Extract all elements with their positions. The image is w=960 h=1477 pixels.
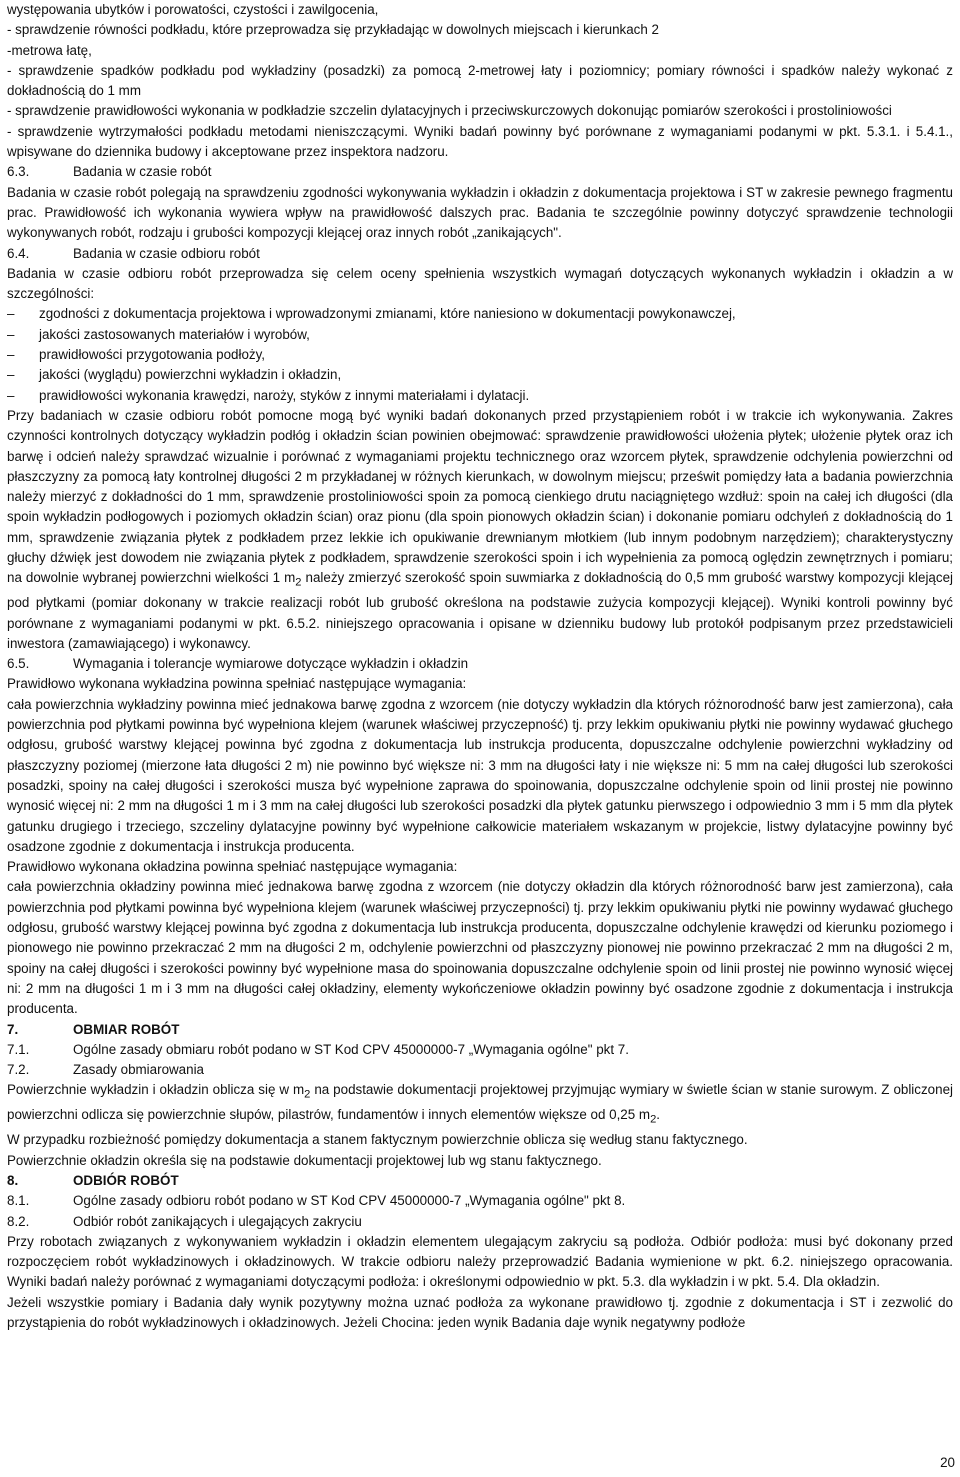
subsection-8-2 — [7, 1212, 953, 1232]
list-item-text: zgodności z dokumentacja projektowa i wprowadzonymi zmianami, które naniesiono w dokumentacji powykonawczej, — [39, 306, 736, 322]
paragraph: Prawidłowo wykonana wykładzina powinna spełniać następujące wymagania: — [7, 676, 467, 692]
paragraph: Badania w czasie robót polegają na sprawdzeniu zgodności wykonywania wykładzin i okładzin z dokumentacja projektowa i ST w zakresie pewnego fragmentu prac. Prawidłowość ich wykonania wywiera wpływ na prawidłowość dalszych prac. Badania te szczególnie powinny dotyczyć sprawdzenie technologii wykonywanych robót, rodzaju i grubości kompozycji klejącej oraz innych robót „zanikających". — [7, 184, 953, 241]
section-heading-6-3 — [7, 162, 953, 182]
section-number: 8.1. — [7, 1193, 30, 1209]
section-heading-6-5 — [7, 654, 953, 674]
section-text: Ogólne zasady odbioru robót podano w ST Kod CPV 45000000-7 „Wymagania ogólne" pkt 8. — [73, 1193, 626, 1209]
section-title: Odbiór robót zanikających i ulegających zakryciu — [73, 1213, 362, 1229]
paragraph-text: . — [656, 1107, 661, 1123]
section-number: 7.2. — [7, 1062, 30, 1078]
subscript: 2 — [304, 1089, 311, 1102]
paragraph-text: należy zmierzyć szerokość spoin suwmiarka z dokładnością do 0,5 mm grubość warstwy kompozycji klejącej pod płytkami (pomiar dokonany w trakcie realizacji robót lub grubość określona na podstawie zużycia kompozycji klejącej). Wyniki kontroli powinny być porównane z wymaganiami podanymi w pkt. 6.5.2. niniejszego opracowania i opisane w dzienniku budowy lub protokół podpisanym przez przedstawicieli inwestora (zamawiającego) i wykonawcy. — [7, 570, 953, 651]
section-title: Wymagania i tolerancje wymiarowe dotyczące wykładzin i okładzin — [73, 656, 469, 672]
list-item-text: prawidłowości wykonania krawędzi, naroży, styków z innymi materiałami i dylatacji. — [39, 387, 530, 403]
list-item — [7, 325, 953, 345]
subsection-7-1 — [7, 1040, 953, 1060]
paragraph: - sprawdzenie prawidłowości wykonania w podkładzie szczelin dylatacyjnych i przeciwskurczowych dokonując pomiarów szerokości i prostoliniowości — [7, 103, 892, 119]
page-number: 20 — [940, 1454, 955, 1470]
paragraph: Jeżeli wszystkie pomiary i Badania dały wynik pozytywny można uznać podłoża za wykonane prawidłowo tj. zgodnie z dokumentacja i ST i zezwolić do przystąpienia do robót wykładzinowych i okładzinowych. Jeżeli Chocina: jeden wynik Badania daje wynik negatywny podłoże — [7, 1294, 953, 1331]
paragraph: cała powierzchnia okładziny powinna mieć jednakowa barwę zgodna z wzorcem (nie dotyczy okładzin dla których różnorodność barw jest zamierzona), cała powierzchnia pod płytkami powinna być wypełniona klejem (warunek właściwej przyczepności) tj. przy lekkim opukiwaniu płytki nie powinny wydawać głuchego odgłosu, grubość warstwy klejącej powinna być zgodna z dokumentacja lub instrukcja producenta, dopuszczalne odchylenie krawędzi od kierunku poziomego i pionowego nie powinno przekraczać 2 mm na długości 2 m, odchylenie powierzchni od płaszczyzny pionowej nie powinno przekraczać 2 mm na długości 2 m, spoiny na całej długości i szerokości powinny być wypełnione masa do spoinowania dopuszczalne odchylenie spoin od linii prostej nie powinno wynosić więcej ni: 2 mm na długości 1 m i 3 mm na długości całej okładziny, elementy wykończeniowe okładzin powinny być osadzone zgodnie z dokumentacja i instrukcja producenta. — [7, 879, 953, 1017]
subsection-7-2 — [7, 1060, 953, 1080]
paragraph: W przypadku rozbieżność pomiędzy dokumentacja a stanem faktycznym powierzchnie oblicza się według stanu faktycznego. — [7, 1132, 748, 1148]
list-item-text: jakości zastosowanych materiałów i wyrobów, — [39, 326, 310, 342]
dash-bullet-icon: – — [7, 306, 15, 322]
section-heading-8 — [7, 1171, 953, 1191]
paragraph: Badania w czasie odbioru robót przeprowadza się celem oceny spełnienia wszystkich wymagań dotyczących wykonanych wykładzin i okładzin a w szczególności: — [7, 265, 953, 302]
dash-bullet-icon: – — [7, 367, 15, 383]
subscript: 2 — [650, 1114, 657, 1127]
section-title: ODBIÓR ROBÓT — [73, 1172, 179, 1188]
document-body — [7, 0, 953, 1333]
section-title: Badania w czasie robót — [73, 164, 212, 180]
subsection-8-1 — [7, 1191, 953, 1211]
text-line: -metrowa łatę, — [7, 42, 92, 58]
section-title: Badania w czasie odbioru robót — [73, 245, 260, 261]
paragraph-text: Powierzchnie wykładzin i okładzin oblicza się w m — [7, 1082, 305, 1098]
list-item — [7, 386, 953, 406]
subscript: 2 — [295, 576, 302, 589]
paragraph-text: Przy badaniach w czasie odbioru robót pomocne mogą być wyniki badań dokonanych przed przystąpieniem robót i w trakcie ich wykonywania. Zakres czynności kontrolnych dotyczący wykładzin podłóg i okładzin ścian powinien obejmować: sprawdzenie prawidłowości ułożenia płytek; ułożenie płytek oraz ich barwę i odcień należy sprawdzać wizualnie i porównać z wymaganiami projektu technicznego oraz wzorcem płytek, sprawdzenie odchylenia powierzchni od płaszczyzny za pomocą łaty kontrolnej długości 2 m przykładanej w różnych kierunkach, w dowolnym miejscu; prześwit pomiędzy łata a badania powierzchnia należy mierzyć z dokładności do 1 mm, sprawdzenie prostoliniowości spoin za pomocą cienkiego drutu naciągniętego wzdłuż: spoin na całej ich długości (dla spoin wykładzin podłogowych i poziomych okładzin ścian) oraz pionu (dla spoin pionowych okładzin ścian) i dokonanie pomiaru odchyleń z dokładnością do 1 mm, sprawdzenie związania płytek z podkładem przez lekkie ich opukiwanie drewnianym młotkiem (lub innym podobnym narzędziem); charakterystyczny głuchy dźwięk jest dowodem nie związania płytek z podkładem, sprawdzenie szerokości spoin i ich wypełnienia za pomocą oględzin zewnętrznych i pomiaru; na dowolnie wybranej powierzchni wielkości 1 m — [7, 407, 953, 586]
section-number: 6.5. — [7, 656, 30, 672]
paragraph: Przy robotach związanych z wykonywaniem wykładzin i okładzin elementem ulegającym zakryciu są podłoża. Odbiór podłoża: musi być dokonany przed rozpoczęciem robót wykładzinowych i okładzinowych. W trakcie odbioru należy przeprowadzić Badania wymienione w pkt. 6.2. niniejszego opracowania. Wyniki badań należy porównać z wymaganiami dotyczącymi podłoża: i określonymi odpowiednio w pkt. 5.3. dla wykładzin i w pkt. 5.4. Dla okładzin. — [7, 1233, 953, 1290]
dash-bullet-icon: – — [7, 387, 15, 403]
list-item — [7, 365, 953, 385]
text-line: występowania ubytków i porowatości, czystości i zawilgocenia, — [7, 2, 379, 17]
paragraph: - sprawdzenie wytrzymałości podkładu metodami nieniszczącymi. Wyniki badań powinny być porównane z wymaganiami podanymi w pkt. 5.3.1. i 5.4.1., wpisywane do dziennika budowy i akceptowane przez inspektora nadzoru. — [7, 123, 953, 160]
section-number: 6.3. — [7, 164, 30, 180]
section-number: 7.1. — [7, 1041, 30, 1057]
dash-bullet-icon: – — [7, 347, 15, 363]
section-title: Zasady obmiarowania — [73, 1062, 204, 1078]
section-number: 8. — [7, 1172, 19, 1188]
paragraph — [7, 406, 953, 654]
section-number: 6.4. — [7, 245, 30, 261]
section-number: 8.2. — [7, 1213, 30, 1229]
section-heading-6-4 — [7, 244, 953, 264]
section-heading-7 — [7, 1020, 953, 1040]
paragraph: Powierzchnie okładzin określa się na podstawie dokumentacji projektowej lub wg stanu faktycznego. — [7, 1152, 602, 1168]
paragraph-text: na podstawie dokumentacji projektowej przyjmując wymiary w świetle ścian w stanie surowym. Z obliczonej powierzchni odlicza się powierzchnie słupów, pilastrów, fundamentów i innych elementów większe od 0,25 m — [7, 1082, 953, 1123]
section-number: 7. — [7, 1021, 19, 1037]
requirements-list — [7, 304, 953, 405]
section-text: Ogólne zasady obmiaru robót podano w ST Kod CPV 45000000-7 „Wymagania ogólne" pkt 7. — [73, 1041, 629, 1057]
dash-bullet-icon: – — [7, 326, 15, 342]
list-item-text: jakości (wyglądu) powierzchni wykładzin i okładzin, — [39, 367, 342, 383]
paragraph: Prawidłowo wykonana okładzina powinna spełniać następujące wymagania: — [7, 859, 458, 875]
paragraph: - sprawdzenie spadków podkładu pod wykładziny (posadzki) za pomocą 2-metrowej łaty i poziomnicy; pomiary równości i spadków należy wykonać z dokładnością do 1 mm — [7, 62, 953, 99]
list-item-text: prawidłowości przygotowania podłoży, — [39, 347, 266, 363]
text-line: - sprawdzenie równości podkładu, które przeprowadza się przykładając w dowolnych miejscach i kierunkach 2 — [7, 22, 659, 38]
section-title: OBMIAR ROBÓT — [73, 1021, 180, 1037]
list-item — [7, 345, 953, 365]
paragraph — [7, 1080, 953, 1130]
paragraph: cała powierzchnia wykładziny powinna mieć jednakowa barwę zgodna z wzorcem (nie dotyczy wykładzin dla których różnorodność barw jest zamierzona), cała powierzchnia pod płytkami powinna być wypełniona klejem (warunek właściwej przyczepność) tj. przy lekkim opukiwaniu płytki nie powinny wydawać głuchego odgłosu, grubość warstwy klejącej powinna być zgodna z dokumentacja lub instrukcja producenta, dopuszczalne odchylenie powierzchni wykładziny od płaszczyzny poziomej (mierzone łata długości 2 m) nie powinno być większe ni: 3 mm na długości łaty i nie większe ni: 5 mm na całej długości lub szerokości posadzki, spoiny na całej długości i szerokości musza być wypełnione zaprawa do spoinowania, dopuszczalne odchylenie spoin od linii prostej nie powinno wynosić więcej ni: 2 mm na długości 1 m i 3 mm na całej długości lub szerokości posadzki dla płytek gatunku pierwszego i odpowiednio 3 mm i 5 mm dla płytek gatunku drugiego i trzeciego, szczeliny dylatacyjne powinny być wypełnione całkowicie materiałem wskazanym w projekcie, listwy dylatacyjne powinny być osadzone zgodnie z dokumentacja i instrukcja producenta. — [7, 696, 953, 854]
list-item — [7, 304, 953, 324]
